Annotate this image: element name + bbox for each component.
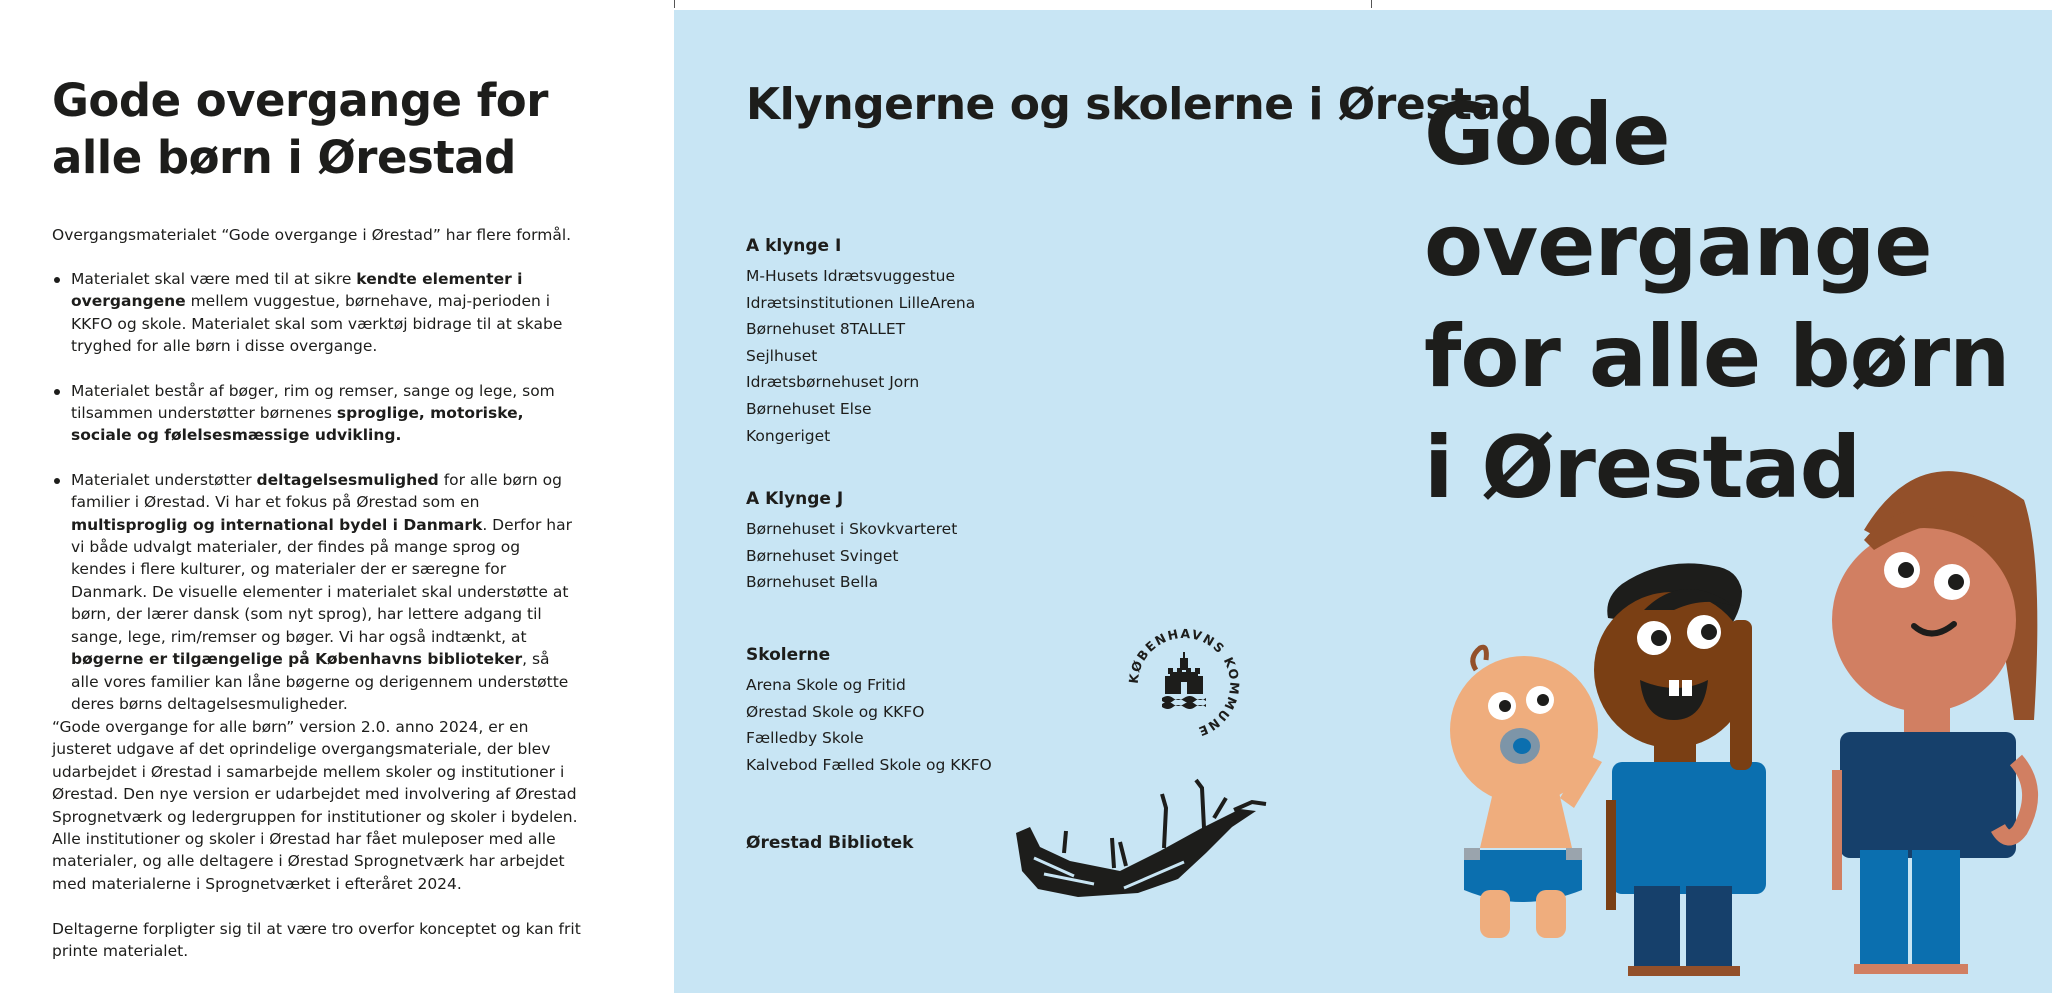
list-item: Idrætsbørnehuset Jorn: [746, 373, 920, 392]
commitment-paragraph: Deltagerne forpligter sig til at være tro overfor konceptet og kan frit printe materialet.: [52, 920, 581, 961]
list-item: Materialet understøtter deltagelsesmulighed for alle børn og familier i Ørestad. Vi har et fokus på Ørestad som en multisproglig og international bydel i Danmark. Derfor har vi både udvalgt materialer, der findes på mange sprog og kendes i flere kulturer, og materialer der er særegne for Danmark. De visuelle elementer i materialet skal understøtte at børn, der lærer dansk (som nyt sprog), har lettere adgang til sange, lege, rim/remser og bøger. Vi har også indtænkt, at bøgerne er tilgængelige på Københavns biblioteker, så alle vores familier kan låne bøgerne og derigennem understøtte deres børns deltagelsesmuligheder.: [52, 469, 578, 715]
cover-title: Gode overgange for alle børn i Ørestad: [1424, 85, 2010, 518]
list-item: M-Husets Idrætsvuggestue: [746, 267, 956, 285]
logo-text: KØBENHAVNS KOMMUNE: [1125, 625, 1243, 740]
castle-icon: [1162, 652, 1206, 709]
cover-spread: [674, 10, 2052, 993]
left-page: [0, 0, 674, 993]
list-item: Børnehuset Else: [746, 399, 872, 418]
list-item: Fælledby Skole: [746, 729, 864, 748]
list-item: Ørestad Skole og KKFO: [746, 702, 925, 721]
list-item: Idrætsinstitutionen LilleArena: [746, 293, 976, 312]
institution-list: [746, 516, 957, 596]
crop-mark: [674, 0, 675, 8]
list-item: Børnehuset 8TALLET: [746, 320, 906, 339]
left-page-title: Gode overgange for alle børn i Ørestad: [52, 74, 548, 184]
girl-figure: [1832, 471, 2037, 974]
purpose-list: [52, 268, 578, 737]
list-item: Materialet består af bøger, rim og remser, sange og lege, som tilsammen understøtter børnenes sproglige, motoriske, sociale og følelsesmæssige udvikling.: [52, 380, 578, 447]
baby-figure: [1450, 647, 1602, 938]
schools-group: [746, 644, 992, 778]
crop-mark: [1371, 0, 1372, 8]
list-item: Sejlhuset: [746, 346, 818, 365]
list-item: Børnehuset Bella: [746, 573, 879, 592]
group-heading: Skolerne: [746, 645, 831, 665]
kobenhavns-kommune-logo: [1122, 622, 1246, 746]
list-item: Kongeriget: [746, 426, 831, 445]
cluster-i-group: [746, 235, 975, 449]
shipwreck-illustration: [1004, 778, 1284, 928]
group-heading: A Klynge J: [746, 489, 844, 509]
version-paragraph: “Gode overgange for alle børn” version 2.0. anno 2024, er en justeret udgave af det oprindelige overgangsmateriale, der blev udarbejdet i Ørestad i samarbejde mellem skoler og institutioner i Ørestad. Den nye version er udarbejdet med involvering af Ørestad Sprognetværk og ledergruppen for institutioner og skoler i bydelen. Alle institutioner og skoler i Ørestad har fået muleposer med alle materialer, og alle deltagere i Ørestad Sprognetværk har arbejdet med materialerne i Sprognetværket i efteråret 2024.: [52, 718, 578, 893]
list-item: Børnehuset i Skovkvarteret: [746, 520, 958, 538]
list-item: Børnehuset Svinget: [746, 546, 899, 565]
institution-list: [746, 263, 975, 449]
children-illustration: [1424, 470, 2052, 993]
list-item: Kalvebod Fælled Skole og KKFO: [746, 755, 992, 774]
school-list: [746, 672, 992, 778]
list-item: Arena Skole og Fritid: [746, 676, 906, 694]
middle-page-title: Klyngerne og skolerne i Ørestad: [746, 79, 1532, 130]
list-item: Materialet skal være med til at sikre kendte elementer i overgangene mellem vuggestue, børnehave, maj-perioden i KKFO og skole. Materialet skal som værktøj bidrage til at skabe tryghed for alle børn i disse overgange.: [52, 268, 578, 358]
boy-figure: [1594, 563, 1766, 976]
cluster-j-group: [746, 488, 957, 596]
group-heading: A klynge I: [746, 236, 842, 256]
library-label: Ørestad Bibliotek: [746, 833, 914, 853]
intro-text: Overgangsmaterialet “Gode overgange i Ørestad” har flere formål.: [52, 226, 572, 244]
